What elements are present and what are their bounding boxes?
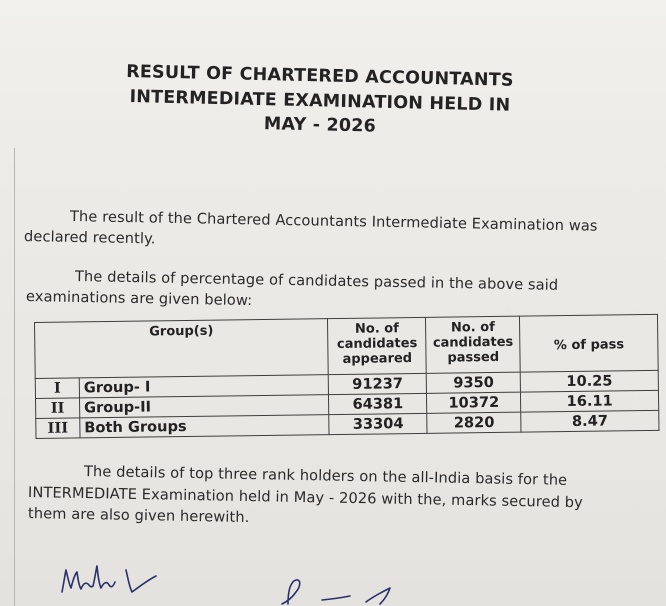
row-appeared: 64381: [329, 393, 427, 414]
toppers-line-3: them are also given herewith.: [27, 505, 250, 527]
title-line-1: RESULT OF CHARTERED ACCOUNTANTS: [125, 61, 514, 91]
details-line-2: examinations are given below:: [25, 288, 253, 310]
toppers-line-1: The details of top three rank holders on the all-India basis for the: [83, 463, 568, 489]
table-header-row: [35, 314, 659, 378]
header-passed: No. of candidates passed: [426, 316, 521, 373]
toppers-line-2: INTERMEDIATE Examination held in May - 2026 with the, marks secured by: [27, 484, 584, 512]
row-roman: II: [36, 398, 80, 419]
row-roman: I: [35, 378, 79, 399]
row-passed: 10372: [427, 392, 521, 413]
row-passed: 9350: [426, 372, 520, 393]
title-line-2: INTERMEDIATE EXAMINATION HELD IN: [129, 87, 511, 116]
row-group: Group-II: [79, 395, 329, 418]
row-appeared: 91237: [329, 373, 427, 394]
row-pass-percent: 16.11: [521, 390, 659, 412]
details-line-1: The details of percentage of candidates passed in the above said: [74, 268, 559, 294]
row-pass-percent: 10.25: [520, 370, 658, 392]
intro-line-2: declared recently.: [23, 228, 156, 248]
row-group: Both Groups: [80, 415, 330, 438]
page-edge-line: [14, 148, 15, 606]
header-appeared: No. of candidates appeared: [328, 317, 427, 374]
title-line-3: MAY - 2026: [263, 114, 377, 137]
row-pass-percent: 8.47: [521, 410, 659, 432]
row-group: Group- I: [79, 375, 329, 398]
results-table: [34, 314, 659, 439]
header-pass-percent: % of pass: [520, 314, 658, 372]
intro-line-1: The result of the Chartered Accountants Intermediate Examination was: [69, 208, 598, 235]
row-appeared: 33304: [329, 413, 427, 434]
handwritten-signature: [56, 556, 166, 600]
handwritten-initials: [274, 572, 404, 606]
header-group: Group(s): [35, 319, 329, 379]
row-passed: 2820: [427, 412, 521, 433]
row-roman: III: [36, 418, 80, 439]
